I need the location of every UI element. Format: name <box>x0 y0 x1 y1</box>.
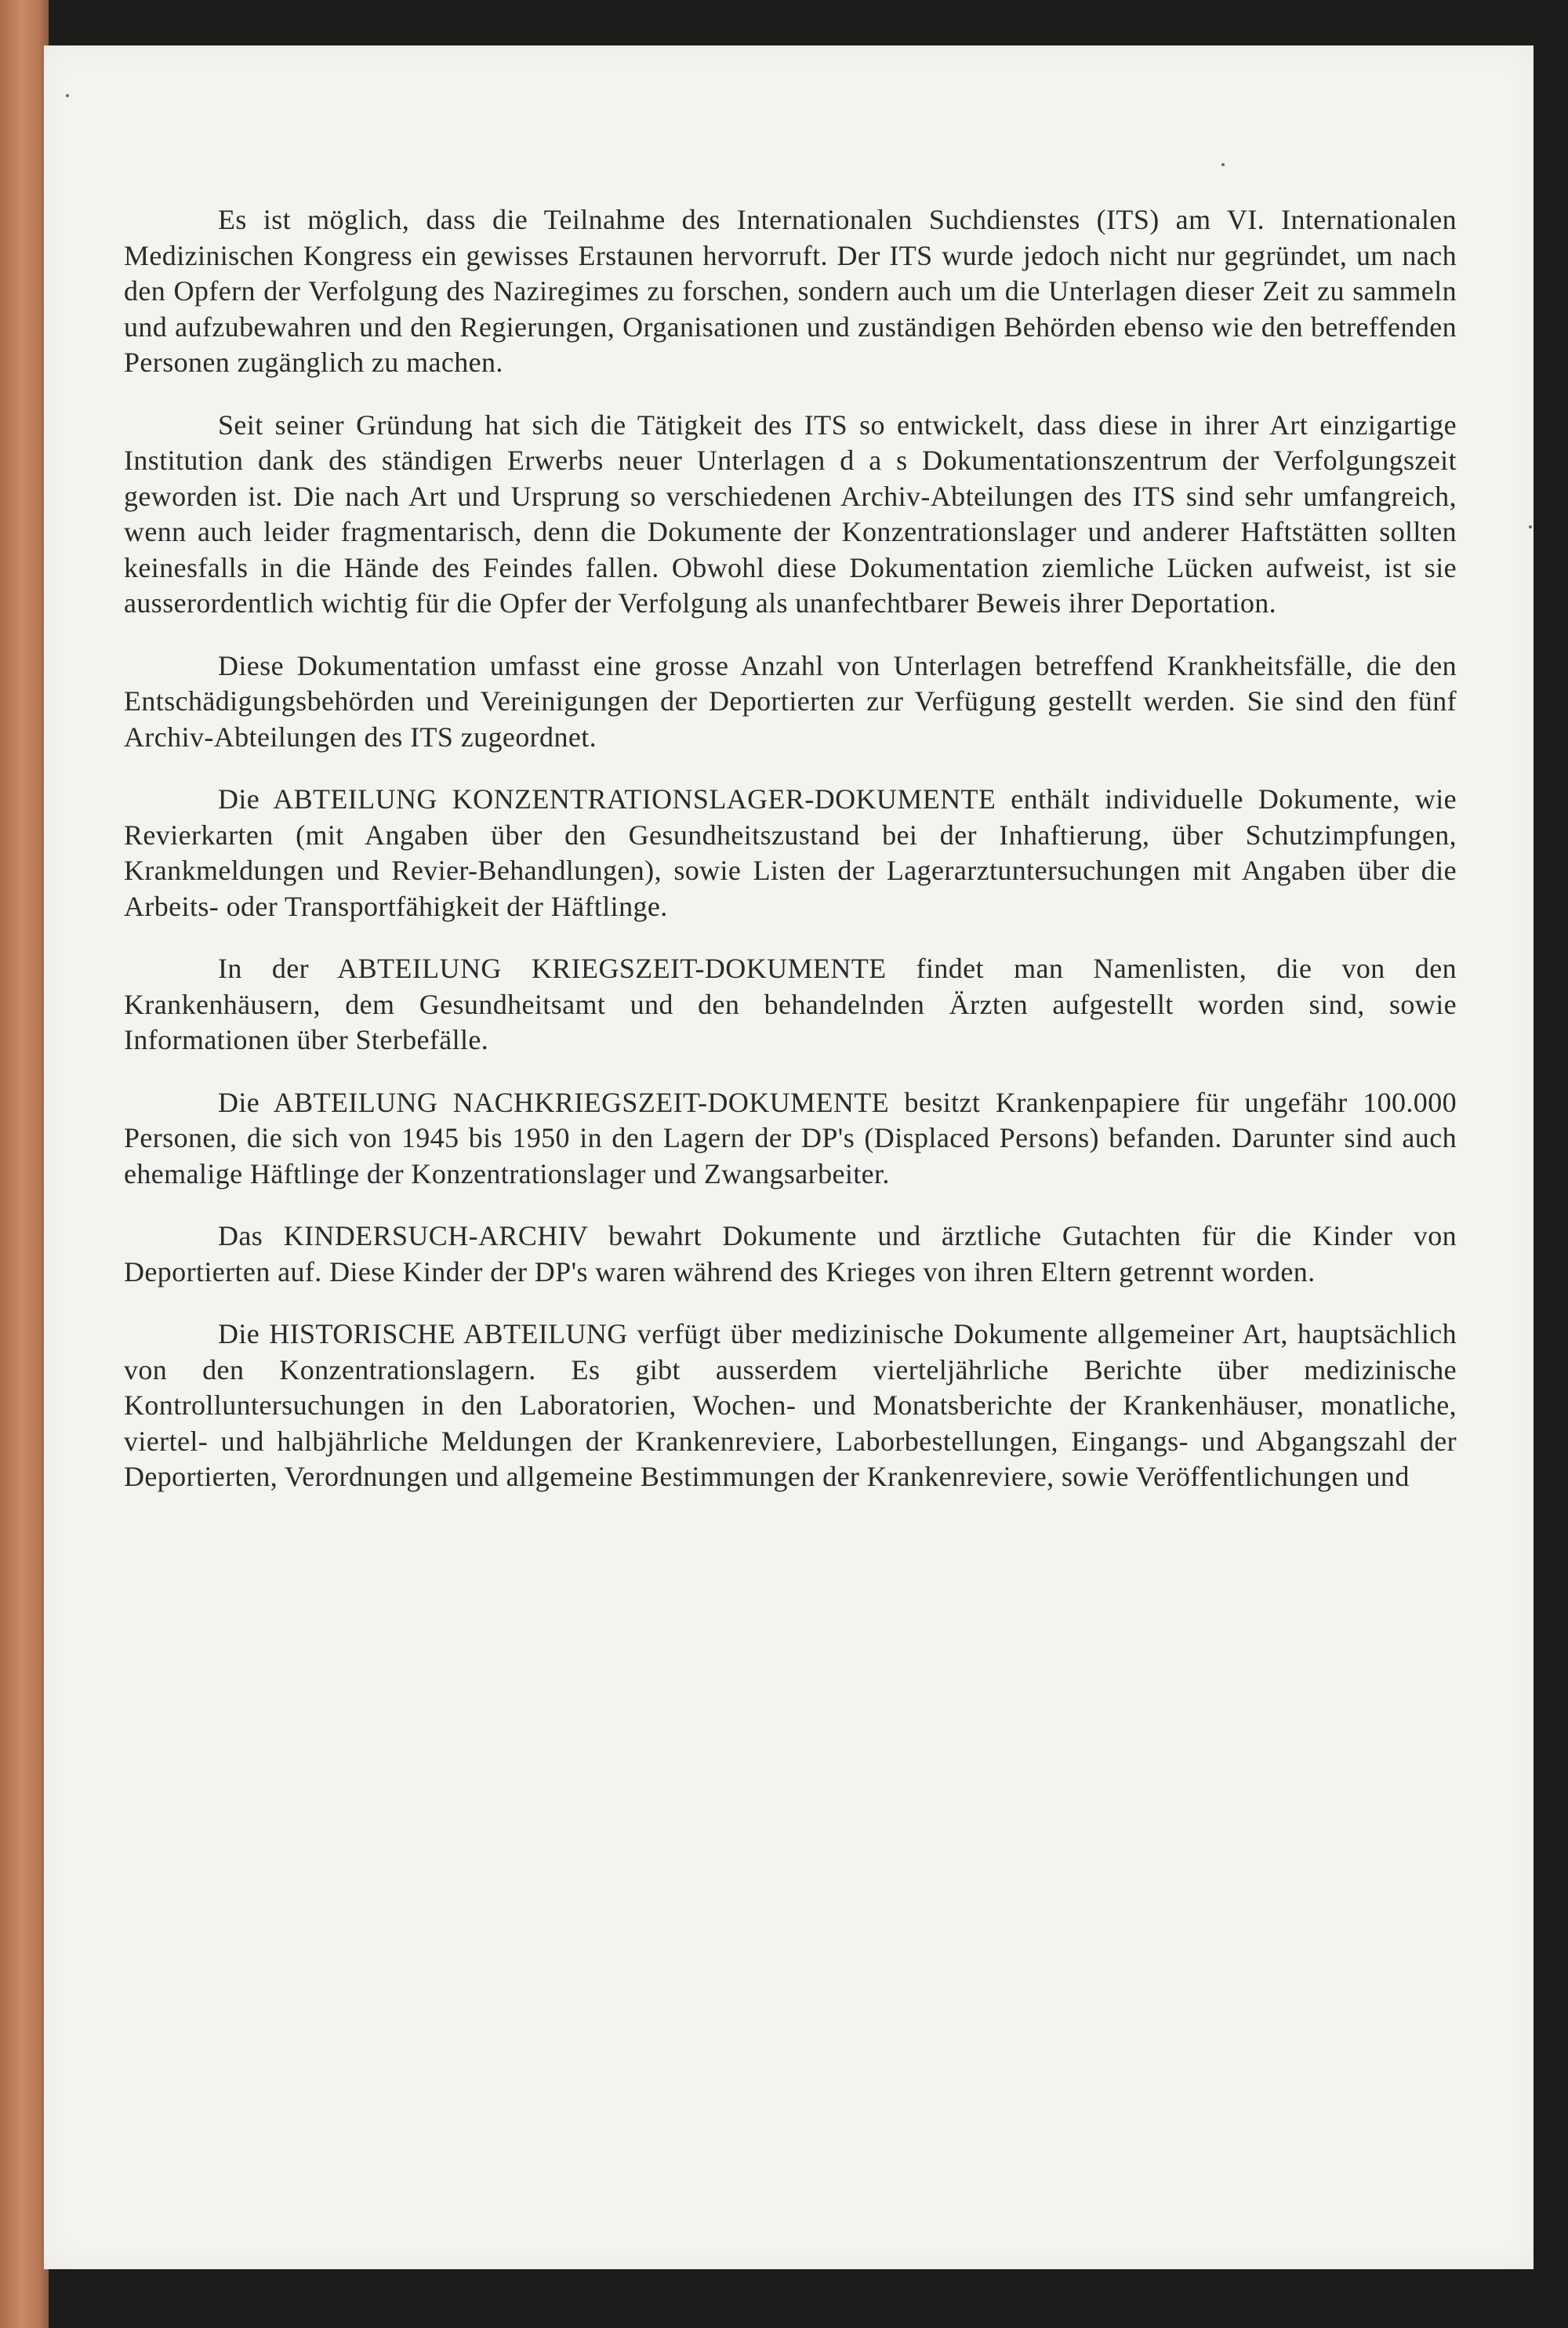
paper-speck <box>66 94 69 97</box>
paper-speck <box>1529 525 1532 528</box>
document-body <box>124 202 1457 1522</box>
paragraph-child-search-archive: Das KINDERSUCH-ARCHIV bewahrt Dokumente und ärztliche Gutachten für die Kinder von Deportierten auf. Diese Kinder der DP's waren während des Krieges von ihren Eltern getrennt worden. <box>124 1220 1457 1287</box>
paragraph-its-introduction: Es ist möglich, dass die Teilnahme des Internationalen Suchdienstes (ITS) am VI. Internationalen Medizinischen Kongress ein gewisses Erstaunen hervorruft. Der ITS wurde jedoch nicht nur gegründet, um nach den Opfern der Verfolgung des Naziregimes zu forschen, sondern auch um die Unterlagen dieser Zeit zu sammeln und aufzubewahren und den Regierungen, Organisationen und zuständigen Behörden ebenso wie den betreffenden Personen zugänglich zu machen. <box>124 204 1457 378</box>
book-spine <box>0 0 49 2328</box>
paragraph-historical-department: Die HISTORISCHE ABTEILUNG verfügt über medizinische Dokumente allgemeiner Art, hauptsächlich von den Konzentrationslagern. Es gibt ausserdem vierteljährliche Berichte über medizinische Kontrolluntersuchungen in den Laboratorien, Wochen- und Monatsberichte der Krankenhäuser, monatliche, viertel- und halbjährliche Meldungen der Krankenreviere, Laborbestellungen, Eingangs- und Abgangszahl der Deportierten, Verordnungen und allgemeine Bestimmungen der Krankenreviere, sowie Veröffentlichungen und <box>124 1318 1457 1492</box>
paragraph-wartime-department: In der ABTEILUNG KRIEGSZEIT-DOKUMENTE findet man Namenlisten, die von den Krankenhäusern, dem Gesundheitsamt und den behandelnden Ärzten aufgestellt worden sind, sowie Informationen über Sterbefälle. <box>124 953 1457 1055</box>
paragraph-documentation-overview: Diese Dokumentation umfasst eine grosse Anzahl von Unterlagen betreffend Krankheitsfälle, die den Entschädigungsbehörden und Vereinigungen der Deportierten zur Verfügung gestellt werden. Sie sind den fünf Archiv-Abteilungen des ITS zugeordnet. <box>124 649 1457 753</box>
paragraph-postwar-department: Die ABTEILUNG NACHKRIEGSZEIT-DOKUMENTE besitzt Krankenpapiere für ungefähr 100.000 Personen, die sich von 1945 bis 1950 in den Lagern der DP's (Displaced Persons) befanden. Darunter sind auch ehemalige Häftlinge der Konzentrationslager und Zwangsarbeiter. <box>124 1086 1457 1189</box>
paragraph-concentration-camp-department: Die ABTEILUNG KONZENTRATIONSLAGER-DOKUMENTE enthält individuelle Dokumente, wie Revierkarten (mit Angaben über den Gesundheitszustand bei der Inhaftierung, über Schutzimpfungen, Krankmeldungen und Revier-Behandlungen), sowie Listen der Lagerarztuntersuchungen mit Angaben über die Arbeits- oder Transportfähigkeit der Häftlinge. <box>124 783 1457 922</box>
paper-speck <box>1221 163 1225 166</box>
paragraph-its-development: Seit seiner Gründung hat sich die Tätigkeit des ITS so entwickelt, dass diese in ihrer Art einzigartige Institution dank des ständigen Erwerbs neuer Unterlagen d a s Dokumentationszentrum der Verfolgungszeit geworden ist. Die nach Art und Ursprung so verschiedenen Archiv-Abteilungen des ITS sind sehr umfangreich, wenn auch leider fragmentarisch, denn die Dokumente der Konzentrationslager und anderer Haftstätten sollten keinesfalls in die Hände des Feindes fallen. Obwohl diese Dokumentation ziemliche Lücken aufweist, ist sie ausserordentlich wichtig für die Opfer der Verfolgung als unanfechtbarer Beweis ihrer Deportation. <box>124 409 1457 619</box>
